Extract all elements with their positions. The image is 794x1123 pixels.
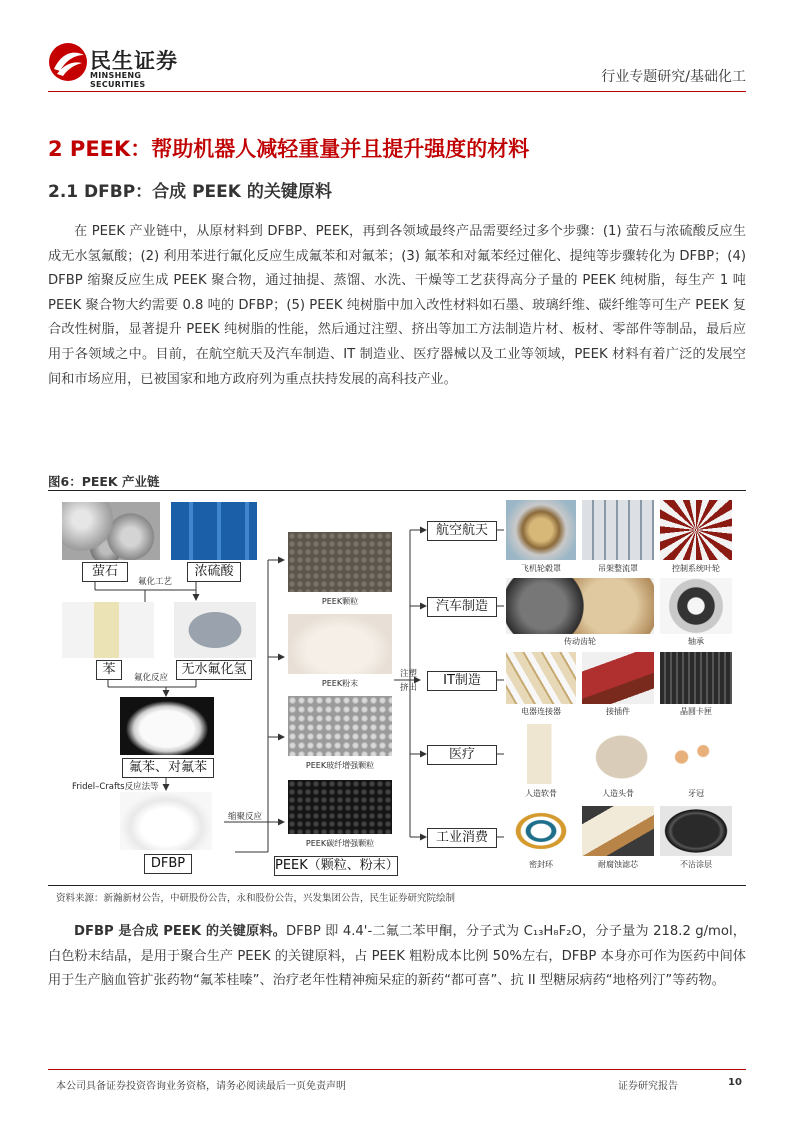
it-item-2: 接插件 bbox=[606, 707, 630, 716]
bearing-photo bbox=[660, 578, 732, 634]
section-heading: 2 PEEK：帮助机器人减轻重量并且提升强度的材料 bbox=[48, 137, 530, 161]
peek-powder-caption: PEEK粉末 bbox=[321, 679, 359, 688]
control-impeller-photo bbox=[660, 500, 732, 560]
electrical-connector-photo bbox=[506, 652, 576, 704]
peek-carbon-fiber-photo bbox=[288, 780, 392, 834]
paragraph-2-lead: DFBP 是合成 PEEK 的关键原料。 bbox=[74, 924, 287, 939]
fluorination-reaction-label: 氟化反应 bbox=[134, 673, 169, 683]
fluorobenzene-label: 氟苯、对氟苯 bbox=[122, 758, 214, 778]
transmission-gear-photo bbox=[506, 578, 654, 634]
peek-granule-caption: PEEK颗粒 bbox=[321, 597, 359, 606]
dfbp-label: DFBP bbox=[144, 854, 192, 874]
report-category: 行业专题研究/基础化工 bbox=[601, 69, 746, 85]
dfbp-powder-photo bbox=[120, 792, 212, 850]
page-number: 10 bbox=[728, 1077, 742, 1088]
sulfuric-acid-barrels-photo bbox=[171, 502, 257, 560]
aerospace-item-2: 吊架整流罩 bbox=[598, 564, 638, 573]
subsection-heading: 2.1 DFBP：合成 PEEK 的关键原料 bbox=[48, 182, 332, 202]
sulfuric-acid-label: 浓硫酸 bbox=[187, 562, 241, 582]
field-automotive: 汽车制造 bbox=[427, 597, 497, 617]
corrosion-filter-photo bbox=[582, 806, 654, 856]
artificial-skull-photo bbox=[582, 724, 654, 784]
wafer-carrier-photo bbox=[660, 652, 732, 704]
peek-industry-chain-figure bbox=[48, 492, 746, 884]
header-divider bbox=[48, 91, 746, 92]
logo-text-cn: 民生证券 bbox=[90, 49, 178, 73]
figure-top-rule bbox=[48, 490, 746, 491]
industrial-item-2: 耐腐蚀滤芯 bbox=[598, 860, 638, 869]
polycondensation-label: 缩聚反应 bbox=[228, 812, 263, 822]
peek-carbon-fiber-caption: PEEK碳纤增强颗粒 bbox=[305, 839, 375, 848]
benzene-label: 苯 bbox=[96, 660, 122, 680]
medical-item-1: 人造软骨 bbox=[525, 789, 557, 798]
footer-report-type: 证券研究报告 bbox=[618, 1081, 678, 1092]
field-aerospace: 航空航天 bbox=[427, 521, 497, 541]
medical-item-2: 人造头骨 bbox=[602, 789, 634, 798]
non-stick-coating-photo bbox=[660, 806, 732, 856]
pylon-fairing-photo bbox=[582, 500, 654, 560]
field-medical: 医疗 bbox=[427, 745, 497, 765]
injection-molding-label: 注塑 bbox=[400, 669, 418, 679]
aircraft-wheel-cover-photo bbox=[506, 500, 576, 560]
paragraph-2-text: DFBP 即 4.4'-二氟二苯甲酮，分子式为 C₁₃H₈F₂O，分子量为 218.2 g/mol，白色粉末结晶，是用于聚合生产 PEEK 的关键原料，占 PEEK 粗粉成本比例 50%左右，DFBP 本身亦可作为医药中间体用于生产脑血管扩张药物“氟苯桂嗪”、治疗老年性精神痴呆症的新药“都可喜”、抗 II 型糖尿病药“地格列汀”等药物。 bbox=[48, 924, 746, 989]
body-paragraph-1: 在 PEEK 产业链中，从原材料到 DFBP、PEEK，再到各领域最终产品需要经过多个步骤：(1) 萤石与浓硫酸反应生成无水氢氟酸；(2) 利用苯进行氟化反应生成氟苯和对氟苯；(3) 氟苯和对氟苯经过催化、提纯等步骤转化为 DFBP；(4) DFBP 缩聚反应生成 PEEK 聚合物，通过抽提、蒸馏、水洗、干燥等工艺获得高分子量的 PEEK 纯树脂，每生产 1 吨 PEEK 聚合物大约需要 0.8 吨的 DFBP；(5) PEEK 纯树脂中加入改性材料如石墨、玻璃纤维、碳纤维等可生产 PEEK 复合改性树脂，显著提升 PEEK 纯树脂的性能，然后通过注塑、挤出等加工方法制造片材、板材、零部件等制品，最后应用于各领域之中。目前，在航空航天及汽车制造、IT 制造业、医疗器械以及工业等领域，PEEK 材料有着广泛的发展空间和市场应用，已被国家和地方政府列为重点扶持发展的高科技产业。 bbox=[48, 224, 746, 387]
it-item-3: 晶圆卡匣 bbox=[680, 707, 712, 716]
figure-source: 资料来源：新瀚新材公告，中研股份公告，永和股份公告，兴发集团公告，民生证券研究院绘制 bbox=[56, 893, 456, 904]
peek-granule-photo bbox=[288, 532, 392, 592]
hf-label: 无水氟化氢 bbox=[176, 660, 252, 680]
peek-powder-photo bbox=[288, 614, 392, 674]
fluorination-process-label: 氟化工艺 bbox=[138, 577, 173, 587]
peek-glass-fiber-caption: PEEK玻纤增强颗粒 bbox=[305, 761, 375, 770]
automotive-item-2: 轴承 bbox=[688, 637, 704, 646]
it-item-1: 电器连接器 bbox=[521, 707, 561, 716]
fluorite-photo bbox=[62, 502, 160, 560]
company-logo bbox=[48, 42, 198, 89]
logo-text-en: MINSHENG SECURITIES bbox=[90, 71, 146, 89]
fluorobenzene-powder-photo bbox=[120, 697, 214, 755]
figure-title: 图6：PEEK 产业链 bbox=[48, 474, 160, 489]
field-industrial-consumer: 工业消费 bbox=[427, 828, 497, 848]
dental-crown-photo bbox=[660, 724, 732, 784]
footer-divider bbox=[48, 1069, 746, 1070]
footer-disclaimer: 本公司具备证券投资咨询业务资格，请务必阅读最后一页免责声明 bbox=[56, 1081, 346, 1092]
industrial-item-3: 不沾涂层 bbox=[680, 860, 712, 869]
industrial-item-1: 密封环 bbox=[529, 860, 553, 869]
artificial-cartilage-photo bbox=[506, 724, 576, 784]
fluorite-label: 萤石 bbox=[82, 562, 128, 582]
body-paragraph-2 bbox=[48, 920, 746, 994]
aerospace-item-3: 控制系统叶轮 bbox=[672, 564, 720, 573]
field-it-manufacturing: IT制造 bbox=[427, 671, 497, 691]
figure-bottom-rule bbox=[48, 885, 746, 886]
plug-connector-photo bbox=[582, 652, 654, 704]
hf-cylinder-photo bbox=[174, 602, 256, 658]
automotive-item-1: 传动齿轮 bbox=[564, 637, 596, 646]
seal-ring-photo bbox=[506, 806, 576, 856]
friedel-crafts-label: Fridel–Crafts反应法等 bbox=[72, 782, 159, 792]
extrusion-label: 挤出 bbox=[400, 683, 418, 693]
peek-box-label: PEEK（颗粒、粉末） bbox=[274, 856, 398, 876]
benzene-bottle-photo bbox=[62, 602, 154, 658]
medical-item-3: 牙冠 bbox=[688, 789, 704, 798]
logo-emblem-icon bbox=[48, 42, 88, 82]
peek-glass-fiber-photo bbox=[288, 696, 392, 756]
aerospace-item-1: 飞机轮毂罩 bbox=[521, 564, 561, 573]
